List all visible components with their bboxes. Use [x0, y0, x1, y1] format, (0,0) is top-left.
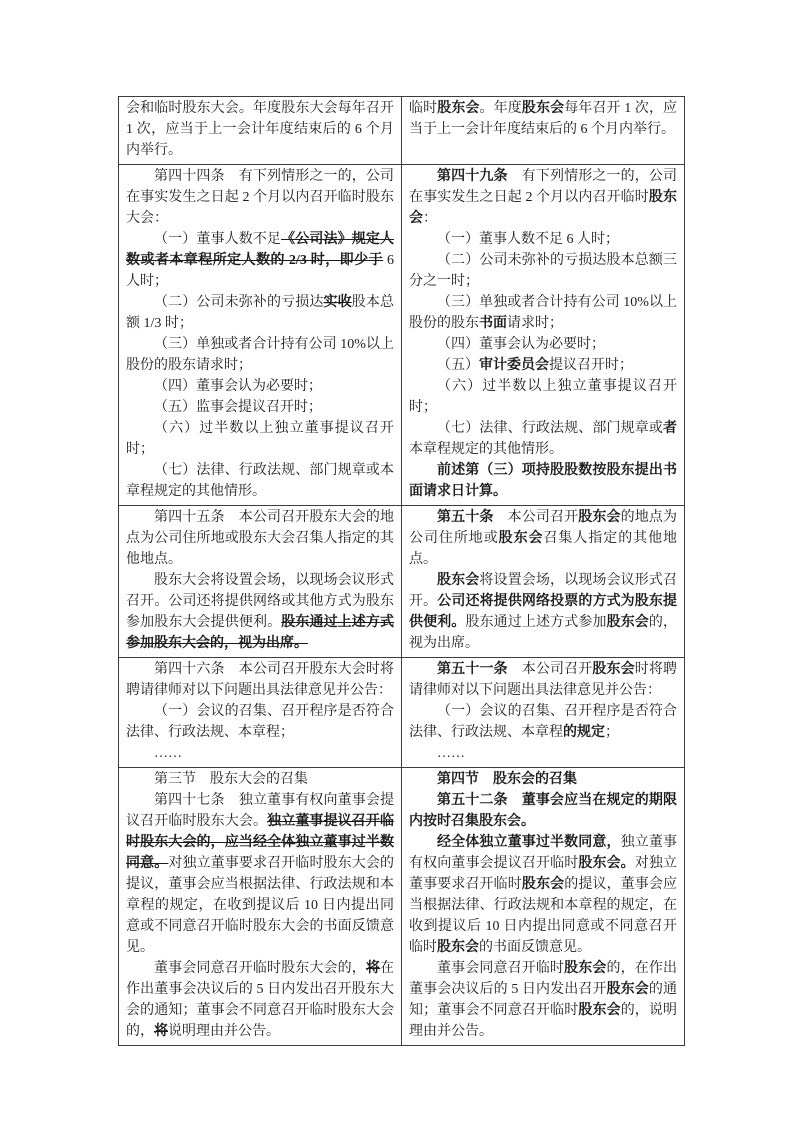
paragraph	[126, 166, 394, 229]
revised-text-cell	[402, 768, 685, 1046]
text-run: 董事会同意召开临时	[437, 961, 565, 976]
text-run: （四）董事会认为必要时；	[437, 337, 605, 352]
paragraph	[409, 418, 677, 460]
added-text-run: 的规定	[563, 725, 605, 740]
added-text-run: 者	[663, 421, 677, 436]
added-text-run: 书面	[479, 316, 507, 331]
paragraph	[409, 701, 677, 743]
text-run: 提议召开时；	[549, 358, 633, 373]
text-run: 第四十四条 有下列情形之一的，公司在事实发生之日起 2 个月以内召开临时股东大会：	[126, 169, 394, 226]
table-row	[119, 506, 685, 658]
paragraph	[126, 376, 394, 397]
original-text-cell	[119, 506, 402, 658]
paragraph	[126, 98, 394, 161]
text-run: 董事会同意召开临时股东大会的，	[154, 961, 366, 976]
text-run: 第三节 股东大会的召集	[154, 772, 308, 787]
deleted-text-run: 将	[365, 961, 380, 976]
text-run: 请求时；	[507, 316, 563, 331]
text-run: 股东通过上述方式参加	[465, 615, 607, 630]
text-run: （一）会议的召集、召开程序是否符合法律、行政法规、本章程	[409, 704, 677, 740]
paragraph	[409, 334, 677, 355]
paragraph	[409, 743, 677, 764]
paragraph	[126, 769, 394, 790]
added-text-run: 股东会	[437, 101, 480, 116]
added-text-run: 股东会	[606, 982, 649, 997]
deleted-text-run: 《公司法》规定人数或者本章程所定人数的 2/3 时，即少于	[126, 232, 394, 268]
paragraph	[126, 229, 394, 292]
paragraph	[409, 958, 677, 1042]
added-text-run: 第五十二条 董事会应当在规定的期限内按时召集股东会。	[409, 793, 677, 829]
revised-text-cell	[402, 165, 685, 506]
text-run: （二）公司未弥补的亏损达股本总额三分之一时；	[409, 253, 677, 289]
paragraph	[126, 334, 394, 376]
text-run: （五）	[437, 358, 479, 373]
added-text-run: 第四十九条	[437, 169, 508, 184]
text-run: 本章程规定的其他情形。	[409, 442, 563, 457]
text-run: 对独立董事要求召开临时	[409, 856, 678, 892]
text-run: ……	[437, 746, 465, 761]
text-run: （三）单独或者合计持有公司 10%以上股份的股东	[409, 295, 677, 331]
text-run: （一）董事人数不足 6 人时；	[437, 232, 619, 247]
text-run: （七）法律、行政法规、部门规章或	[437, 421, 663, 436]
text-run: 将设置会场，以现场会议形式召开。	[409, 573, 677, 609]
paragraph	[126, 790, 394, 958]
text-run: 每年召开 1 次，应当于上一会计年度结束后的 6 个月内举行。	[409, 101, 678, 137]
paragraph	[409, 570, 677, 654]
added-text-run: 股东会	[564, 961, 607, 976]
added-text-run: 股东会	[409, 190, 678, 226]
text-run: ：	[423, 211, 437, 226]
added-text-run: 股东会。	[578, 856, 635, 871]
added-text-run: 股东会	[498, 531, 544, 546]
text-run: ……	[154, 746, 182, 761]
text-run: 的，在作出董事会决议后的 5 日内发出召开	[409, 961, 677, 997]
paragraph	[409, 460, 677, 502]
text-run: 本公司召开	[507, 662, 593, 677]
original-text-cell	[119, 658, 402, 768]
paragraph	[409, 659, 677, 701]
added-text-run: 股东会	[521, 877, 565, 892]
added-text-run: 第五十一条	[437, 662, 508, 677]
original-text-cell	[119, 768, 402, 1046]
paragraph	[409, 376, 677, 418]
text-run: 会和临时股东大会。年度股东大会每年召开 1 次，应当于上一会计年度结束后的 6 个月内举行。	[126, 101, 394, 158]
paragraph	[409, 507, 677, 570]
paragraph	[126, 418, 394, 460]
paragraph	[409, 769, 677, 790]
table-row	[119, 768, 685, 1046]
text-run: （四）董事会认为必要时；	[154, 379, 322, 394]
paragraph	[126, 743, 394, 764]
text-run: 在作出董事会决议后的 5 日内发出召开股东大会的通知；董事会不同意召开临时股东大会的，	[126, 961, 394, 1039]
paragraph	[409, 250, 677, 292]
text-run: 的提议，董事会应当根据法律、行政法规和本章程的规定，在收到提议后 10 日内提出同意或不同意召开临时	[409, 877, 678, 955]
text-run: 有下列情形之一的，公司在事实发生之日起 2 个月以内召开临时	[409, 169, 677, 205]
paragraph	[126, 701, 394, 743]
original-text-cell	[119, 97, 402, 165]
table-row	[119, 165, 685, 506]
text-run: 对独立董事要求召开临时股东大会的提议，董事会应当根据法律、行政法规和本章程的规定，在收到提议后 10 日内提出同意或不同意召开临时股东大会的书面反馈意见。	[126, 856, 395, 955]
text-run: （一）董事人数不足	[154, 232, 282, 247]
paragraph	[126, 397, 394, 418]
text-run: （一）会议的召集、召开程序是否符合法律、行政法规、本章程；	[126, 704, 394, 740]
text-run: （二）公司未弥补的亏损达	[154, 295, 324, 310]
paragraph	[409, 790, 677, 832]
paragraph	[409, 832, 677, 958]
revised-text-cell	[402, 506, 685, 658]
paragraph	[409, 166, 677, 229]
text-run: 。年度	[479, 101, 522, 116]
added-text-run: 股东会	[606, 615, 649, 630]
deleted-text-run: 独立董事提议召开临时股东大会的，应当经全体独立董事过半数同意。	[126, 814, 395, 871]
text-run: 的通知；董事会不同意召开临时	[409, 982, 678, 1018]
text-run: 本公司召开	[493, 510, 579, 525]
paragraph	[409, 98, 677, 140]
revised-text-cell	[402, 658, 685, 768]
added-text-run: 第五十条	[437, 510, 494, 525]
added-text-run: 股东会	[437, 573, 480, 588]
text-run: 的，视为出席。	[409, 615, 678, 651]
text-run: 临时	[409, 101, 438, 116]
added-text-run: 股东会	[578, 1003, 621, 1018]
added-text-run: 审计委员会	[479, 358, 549, 373]
paragraph	[126, 507, 394, 570]
revision-table-body	[119, 97, 685, 1046]
added-text-run: 经全体独立董事过半数同意，	[437, 835, 621, 850]
added-text-run: 公司还将提供网络投票的方式为股东提供便利。	[409, 594, 678, 630]
text-run: 的，说明理由并公告。	[409, 1003, 678, 1039]
text-run: 第四十七条 独立董事有权向董事会提议召开临时股东大会。	[126, 793, 394, 829]
paragraph	[126, 460, 394, 502]
paragraph	[409, 355, 677, 376]
paragraph	[126, 292, 394, 334]
text-run: 的书面反馈意见。	[479, 940, 591, 955]
paragraph	[409, 229, 677, 250]
paragraph	[126, 570, 394, 654]
text-run: 第四十六条 本公司召开股东大会时将聘请律师对以下问题出具法律意见并公告：	[126, 662, 394, 698]
deleted-text-run: 股东通过上述方式参加股东大会的，视为出席。	[126, 615, 395, 651]
text-run: （三）单独或者合计持有公司 10%以上股份的股东请求时；	[126, 337, 394, 373]
added-text-run: 股东会	[437, 940, 479, 955]
text-run: （五）监事会提议召开时；	[154, 400, 322, 415]
added-text-run: 第四节 股东会的召集	[437, 772, 577, 787]
text-run: 召集人指定的其他地点。	[409, 531, 678, 567]
text-run: 股东大会将设置会场，以现场会议形式召开。公司还将提供网络或其他方式为股东参加股东大会提供便利。	[126, 573, 394, 630]
paragraph	[126, 958, 394, 1042]
revised-text-cell	[402, 97, 685, 165]
revision-comparison-table	[118, 96, 685, 1046]
text-run: 说明理由并公告。	[168, 1024, 280, 1039]
text-run: 股本总额 1/3 时；	[126, 295, 394, 331]
deleted-text-run: 实收	[323, 295, 352, 310]
text-run: 独立董事有权向董事会提议召开临时	[409, 835, 677, 871]
added-text-run: 前述第（三）项持股股数按股东提出书面请求日计算。	[409, 463, 677, 499]
original-text-cell	[119, 165, 402, 506]
text-run: （七）法律、行政法规、部门规章或本章程规定的其他情形。	[126, 463, 394, 499]
text-run: 第四十五条 本公司召开股东大会的地点为公司住所地或股东大会召集人指定的其他地点。	[126, 510, 394, 567]
text-run: 6 人时；	[126, 253, 394, 289]
deleted-text-run: 将	[154, 1024, 168, 1039]
table-row	[119, 97, 685, 165]
text-run: 时将聘请律师对以下问题出具法律意见并公告：	[409, 662, 677, 698]
text-run: ；	[605, 725, 619, 740]
paragraph	[126, 659, 394, 701]
added-text-run: 股东会	[578, 510, 621, 525]
table-row	[119, 658, 685, 768]
text-run: （六）过半数以上独立董事提议召开时；	[409, 379, 677, 415]
added-text-run: 股东会	[592, 662, 635, 677]
text-run: 的地点为公司住所地或	[409, 510, 677, 546]
text-run: （六）过半数以上独立董事提议召开时；	[126, 421, 394, 457]
paragraph	[409, 292, 677, 334]
added-text-run: 股东会	[521, 101, 565, 116]
